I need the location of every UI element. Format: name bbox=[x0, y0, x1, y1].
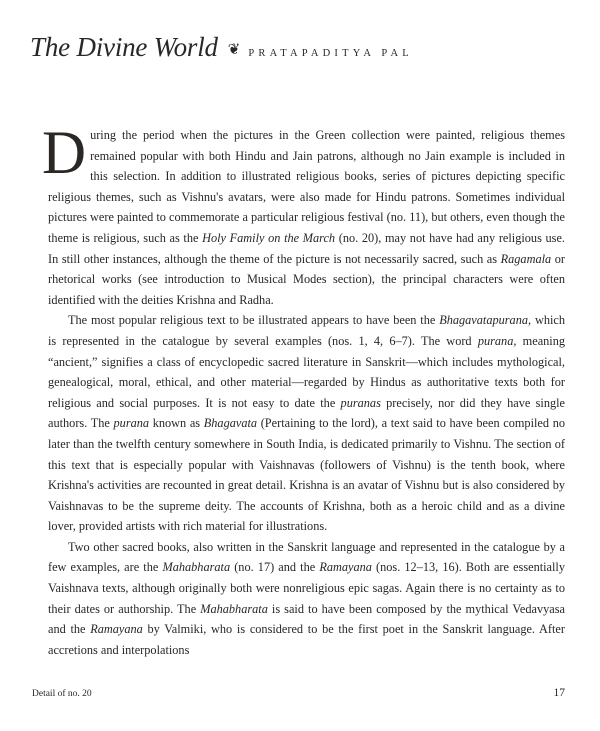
page-number: 17 bbox=[553, 687, 565, 699]
italic-text: purana bbox=[113, 416, 150, 431]
text-run: meaning “ancient,” signifies a class of encyclopedic sacred literature in Sanskrit—which includes mythological, genealogical, moral, ethical, and other material—regarded by Hindus as authoritative texts both for religious and social purposes. It is not easy to date the bbox=[48, 333, 566, 410]
italic-text: Mahabharata bbox=[200, 601, 268, 616]
text-run: (Pertaining to the lord), a text said to have been compiled no later than the twelfth century somewhere in South India, is dedicated primarily to Vishnu. The section of this text that is especially popular with Vaishnavas (followers of Vishnu) is the tenth book, where Krishna's activities are recounted in great detail. Krishna is an avatar of Vishnu but is also considered by Vaishnavas to be the supreme deity. The accounts of Krishna, both as a heroic child and as a divine lover, provided artists with rich material for illustrations. bbox=[48, 416, 565, 534]
text-run: The most popular religious text to be illustrated appears to have been the bbox=[68, 313, 440, 328]
text-run: by Valmiki, who is considered to be the first poet in the Sanskrit language. After accretions and interpolations bbox=[48, 622, 565, 657]
italic-text: Holy Family on the March bbox=[202, 230, 336, 245]
paragraph bbox=[48, 310, 565, 537]
text-run: or rhetorical works (see introduction to Musical Modes section), the principal characters were often identified with the deities Krishna and Radha. bbox=[48, 251, 565, 307]
text-run: known as bbox=[149, 416, 204, 431]
drop-cap: D bbox=[42, 120, 87, 187]
figure-caption: Detail of no. 20 bbox=[32, 689, 92, 699]
text-run: Two other sacred books, also written in the Sanskrit language and represented in the catalogue by a few examples, are the bbox=[48, 539, 565, 575]
italic-text: Bhagavatapurana, bbox=[439, 313, 532, 328]
body-text bbox=[42, 120, 566, 660]
text-run: precisely, nor did they have single authors. The bbox=[48, 395, 565, 431]
chapter-title: The Divine World bbox=[30, 32, 218, 62]
text-run: is said to have been composed by the mythical Vedavyasa and the bbox=[48, 601, 565, 637]
page-header bbox=[30, 32, 413, 63]
fleuron-ornament-icon: ❦ bbox=[227, 42, 241, 58]
paragraph bbox=[48, 537, 565, 661]
text-run: (nos. 12–13, 16). Both are essentially Vaishnava texts, although originally both were nonreligious epic sagas. Again there is no certainty as to their dates or authorship. The bbox=[48, 560, 565, 616]
italic-text: Bhagavata bbox=[203, 416, 258, 431]
text-run: (no. 20), may not have had any religious use. In still other instances, although the theme of the picture is not necessarily sacred, such as bbox=[48, 230, 565, 266]
text-run: (no. 17) and the bbox=[230, 560, 320, 575]
italic-text: puranas bbox=[340, 395, 381, 410]
italic-text: Ragamala bbox=[500, 251, 552, 266]
italic-text: purana, bbox=[477, 333, 517, 348]
text-run: which is represented in the catalogue by several examples (nos. 1, 4, 6–7). The word bbox=[48, 313, 565, 348]
italic-text: Ramayana bbox=[319, 560, 372, 575]
paragraph bbox=[42, 120, 565, 310]
text-run: uring the period when the pictures in the Green collection were painted, religious themes remained popular with both Hindu and Jain patrons, although no Jain example is included in this selection. In addition to illustrated religious books, series of pictures depicting specific religious themes, such as Vishnu's avatars, were also made for Hindu patrons. Sometimes individual pictures were painted to commemorate a particular religious festival (no. 11), but others, even though the theme is religious, such as the bbox=[48, 128, 565, 245]
author-name: PRATAPADITYA PAL bbox=[248, 48, 413, 59]
italic-text: Ramayana bbox=[90, 622, 143, 637]
italic-text: Mahabharata bbox=[162, 560, 231, 575]
